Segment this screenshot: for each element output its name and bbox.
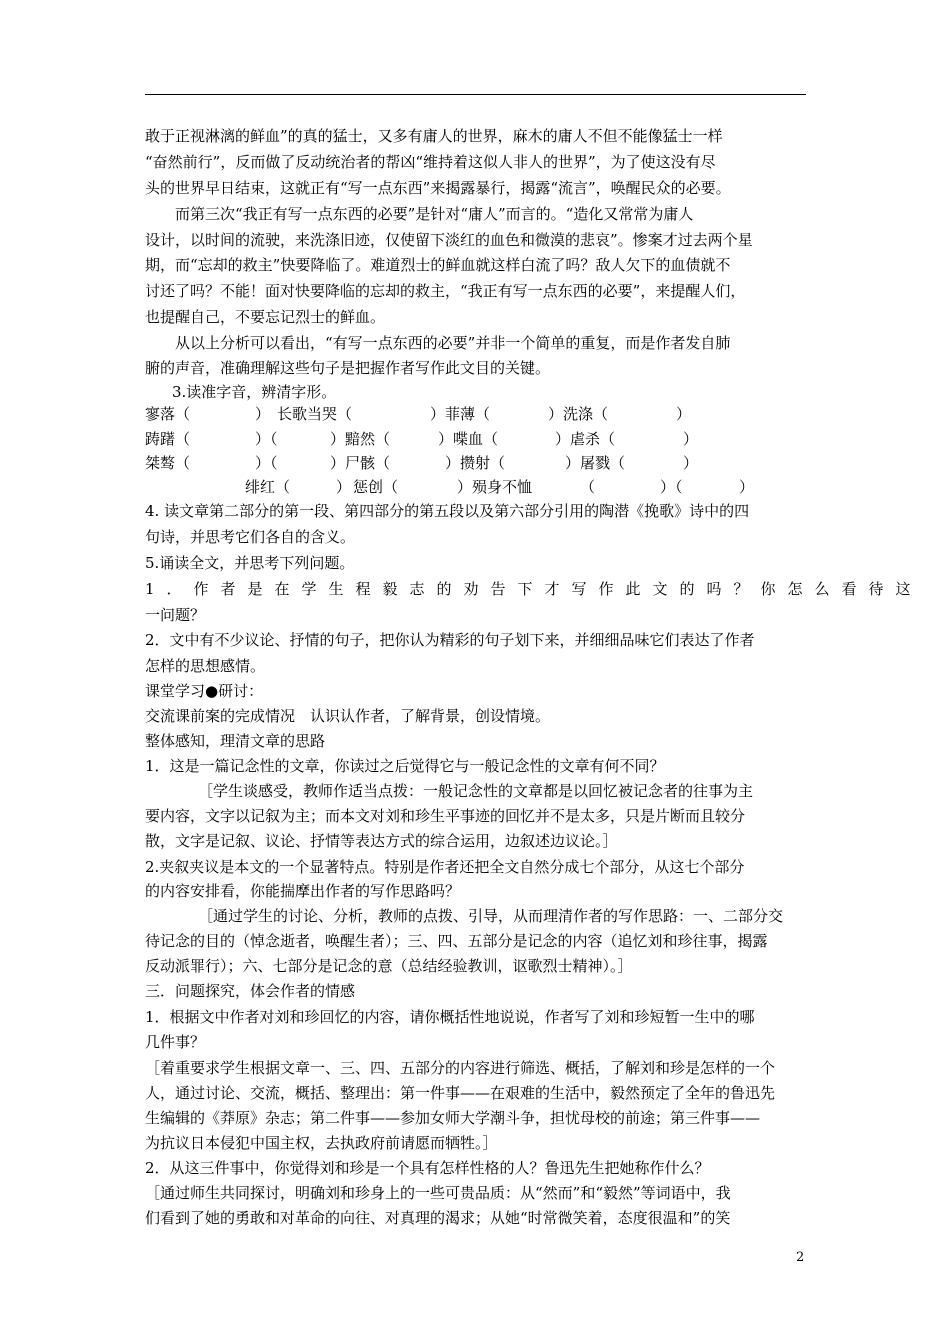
question-line: 一问题？	[145, 606, 206, 624]
pinyin-item: ）	[683, 454, 699, 472]
pinyin-item: ）（	[255, 454, 278, 472]
question-line: 4. 读文章第二部分的第一段、第四部分的第五段以及第六部分引用的陶潜《挽歌》诗中的四	[145, 502, 750, 520]
question-line: 几件事？	[145, 1033, 206, 1051]
question-line: 2．文中有不少议论、抒情的句子，把你认为精彩的句子划下来，并细细品味它们表达了作者	[145, 631, 755, 649]
answer-line: 人，通过讨论、交流，概括、整理出：第一件事——在艰难的生活中，毅然预定了全年的鲁迅先	[145, 1084, 776, 1102]
pinyin-item: ）殒身不恤	[457, 478, 533, 496]
pinyin-item: ）攒射（	[445, 454, 506, 472]
paragraph-line: 设计，以时间的流驶，来洗涤旧迹，仅使留下淡红的血色和微漠的悲哀”。惨案才过去两个星	[145, 231, 753, 249]
pinyin-item: （	[580, 478, 596, 496]
question-line: 2.夹叙夹议是本文的一个显著特点。特别是作者还把全文自然分成七个部分，从这七个部分	[145, 858, 745, 876]
header-rule	[145, 94, 806, 95]
paragraph-line: 腑的声音，准确理解这些句子是把握作者写作此文目的关键。	[145, 359, 551, 377]
paragraph-line: 期，而“忘却的救主”快要降临了。难道烈士的鲜血就这样白流了吗？敌人欠下的血债就不	[145, 256, 731, 274]
answer-line: 生编辑的《莽原》杂志；第二件事——参加女师大学潮斗争，担忧母校的前途；第三件事——	[145, 1109, 761, 1127]
section-heading: 整体感知，理清文章的思路	[145, 732, 326, 750]
question-line: 1．根据文中作者对刘和珍回忆的内容，请你概括性地说说，作者写了刘和珍短暂一生中的哪	[145, 1008, 755, 1026]
pinyin-item: ）	[739, 478, 755, 496]
answer-line: 待记念的目的（悼念逝者，唤醒生者）；三、四、五部分是记念的内容（追忆刘和珍往事，揭露	[145, 932, 768, 950]
pinyin-item: ）屠戮（	[565, 454, 626, 472]
answer-line: ［学生谈感受，教师作适当点拨：一般记念性的文章都是以回忆被记念者的往事为主	[198, 782, 754, 800]
answer-line: ［通过学生的讨论、分析，教师的点拨、引导，从而理清作者的写作思路：一、二部分交	[198, 907, 784, 925]
pinyin-item: ）虐杀（	[555, 430, 616, 448]
answer-line: ［通过师生共同探讨，明确刘和珍身上的一些可贵品质：从“然而”和“毅然”等词语中，我	[145, 1184, 731, 1202]
paragraph-line: 敢于正视淋漓的鲜血”的真的猛士，又多有庸人的世界，麻木的庸人不但不能像猛士一样	[145, 127, 723, 145]
page-number: 2	[796, 1250, 805, 1265]
pinyin-item: ）	[683, 430, 699, 448]
paragraph-line: 也提醒自己，不要忘记烈士的鲜血。	[145, 308, 386, 326]
question-line: 怎样的思想感情。	[145, 657, 266, 675]
section-heading: 三．问题探究，体会作者的情感	[145, 982, 356, 1000]
pinyin-item: 惩创（	[353, 478, 399, 496]
pinyin-item: ）黯然（	[330, 430, 391, 448]
pinyin-item: ）尸骸（	[330, 454, 391, 472]
question-line: 1．这是一篇记念性的文章，你读过之后觉得它与一般记念性的文章有何不同？	[145, 757, 665, 775]
pinyin-item: 寥落（	[145, 405, 191, 423]
answer-line: 要内容，文字以记叙为主；而本文对刘和珍生平事迹的回忆并不是太多，只是片断而且较分	[145, 807, 746, 825]
question-line: 1．作者是在学生程毅志的劝告下才写作此文的吗？你怎么看待这	[145, 580, 923, 598]
pinyin-item: 桀骜（	[145, 454, 191, 472]
question-line: 5.诵读全文，并思考下列问题。	[145, 554, 355, 572]
exercise-heading: 3.读准字音，辨清字形。	[172, 383, 337, 401]
question-line: 2．从这三件事中，你觉得刘和珍是一个具有怎样性格的人？鲁迅先生把她称作什么？	[145, 1159, 710, 1177]
paragraph-line: 讨还了吗？不能！面对快要降临的忘却的救主，“我正有写一点东西的必要”，来提醒人们，	[145, 282, 746, 300]
pinyin-item: 长歌当哭（	[277, 405, 353, 423]
pinyin-item: ）洗涤（	[548, 405, 609, 423]
pinyin-item: ）菲薄（	[430, 405, 491, 423]
paragraph-line: “奋然前行”，反而做了反动统治者的帮凶“维持着这似人非人的世界”，为了使这没有尽	[145, 153, 716, 171]
paragraph-line: 交流课前案的完成情况 认识认作者，了解背景，创设情境。	[145, 707, 551, 725]
pinyin-item: ）	[336, 478, 352, 496]
pinyin-item: 踌躇（	[145, 430, 191, 448]
pinyin-item: 绯红（	[245, 478, 291, 496]
answer-line: 为抗议日本侵犯中国主权，去执政府前请愿而牺牲。］	[145, 1134, 498, 1152]
answer-line: ［着重要求学生根据文章一、三、四、五部分的内容进行筛选、概括，了解刘和珍是怎样的一个	[145, 1059, 776, 1077]
paragraph-line: 而第三次“我正有写一点东西的必要”是针对“庸人”而言的。“造化又常常为庸人	[175, 205, 694, 223]
pinyin-item: ）喋血（	[438, 430, 499, 448]
pinyin-item: ）	[676, 405, 692, 423]
answer-line: 们看到了她的勇敢和对革命的向往、对真理的渴求；从她“时常微笑着，态度很温和”的笑	[145, 1209, 731, 1227]
pinyin-item: ）（	[255, 430, 278, 448]
answer-line: 散，文字是记叙、议论、抒情等表达方式的综合运用，边叙述边议论。］	[145, 832, 618, 850]
pinyin-item: ）	[255, 405, 271, 423]
answer-line: 反动派罪行）；六、七部分是记念的意（总结经验教训，讴歌烈士精神）。］	[145, 957, 633, 975]
paragraph-line: 从以上分析可以看出，“有写一点东西的必要”并非一个简单的重复，而是作者发自肺	[175, 334, 731, 352]
paragraph-line: 头的世界早日结束，这就正有“写一点东西”来揭露暴行，揭露“流言”，唤醒民众的必要。	[145, 179, 731, 197]
section-heading: 课堂学习●研讨：	[145, 682, 264, 700]
question-line: 句诗，并思考它们各自的含义。	[145, 528, 356, 546]
pinyin-item: ）（	[660, 478, 683, 496]
question-line: 的内容安排看，你能揣摩出作者的写作思路吗？	[145, 882, 461, 900]
